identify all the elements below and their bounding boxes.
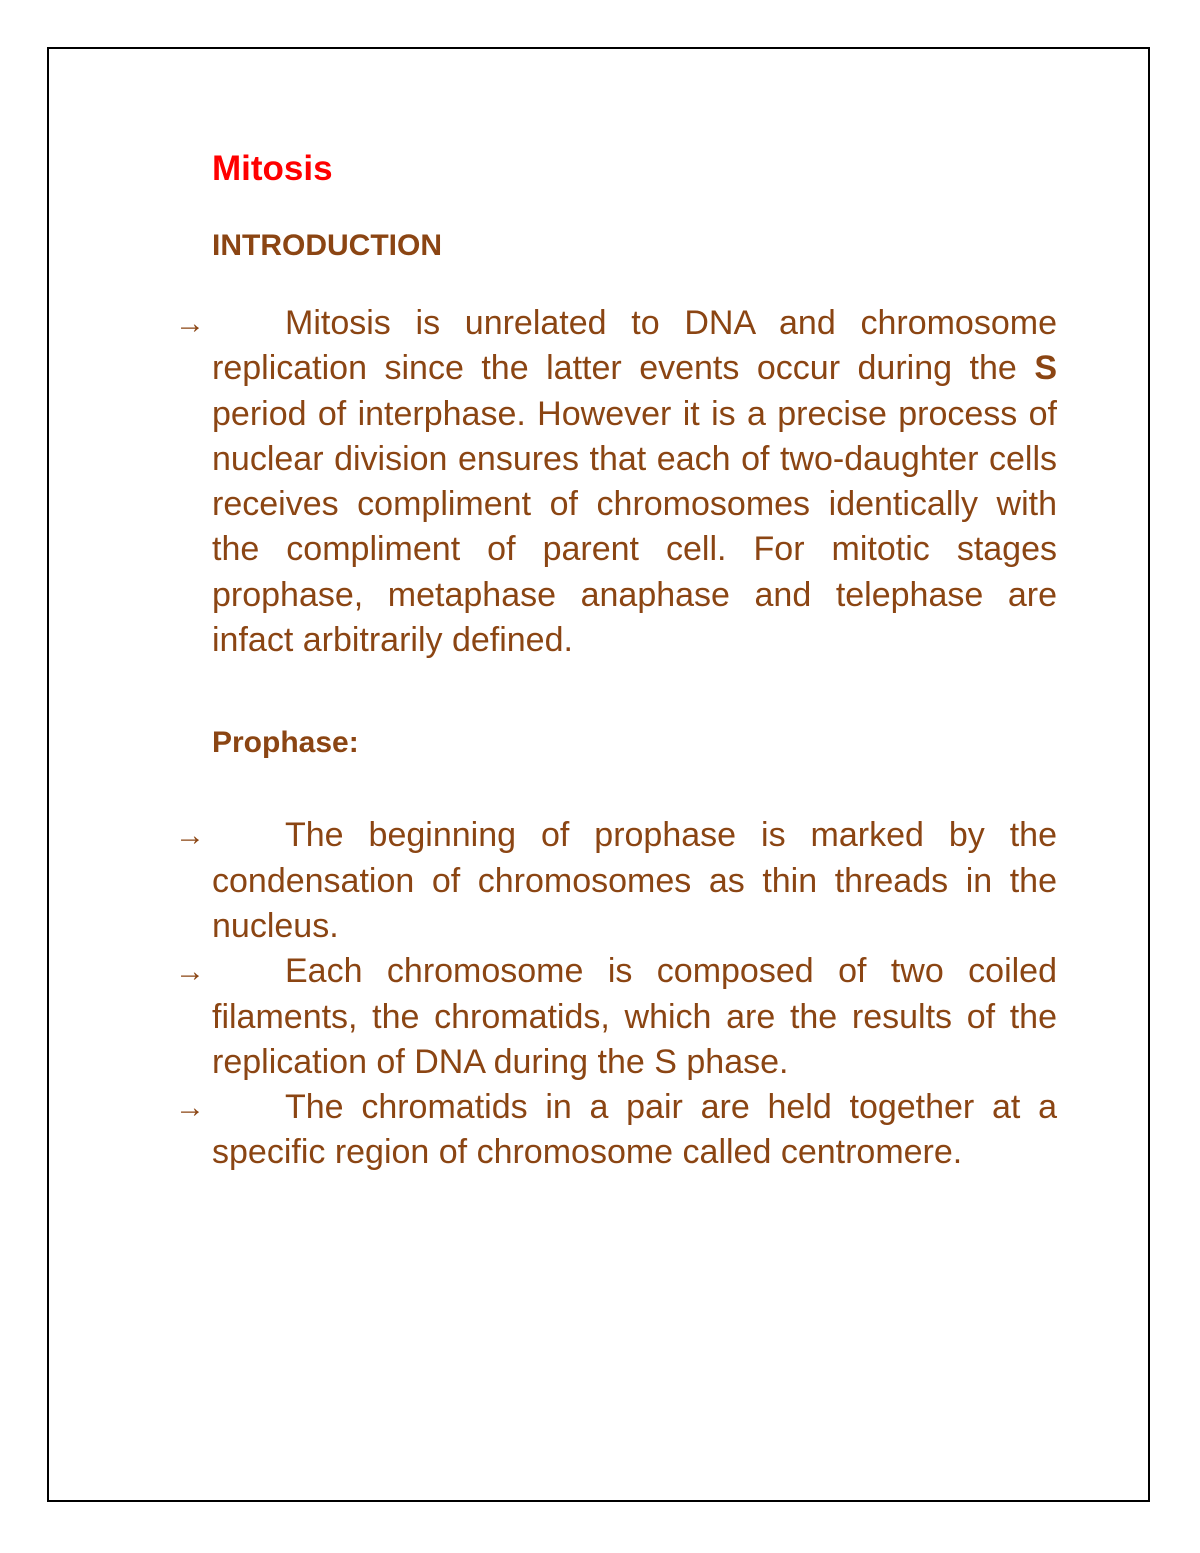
arrow-right-icon: → xyxy=(175,1091,205,1125)
document-body xyxy=(175,140,1057,1176)
list-item xyxy=(175,949,1057,1085)
list-item xyxy=(175,1085,1057,1176)
arrow-right-icon: → xyxy=(175,819,205,853)
bullet-text-part: period of interphase. However it is a precise process of nuclear division ensures that each of two-daughter cells receives compliment of chromosomes identically with the compliment of parent cell. For mitotic stages prophase, metaphase anaphase and telephase are infact arbitrarily defined. xyxy=(212,394,1057,660)
bullet-text: The beginning of prophase is marked by the condensation of chromosomes as thin threads in the nucleus. xyxy=(212,816,1057,945)
document-title: Mitosis xyxy=(212,149,333,188)
prophase-heading: Prophase: xyxy=(212,726,359,760)
list-item xyxy=(175,813,1057,949)
bullet-text-part: Mitosis is unrelated to DNA and chromosome replication since the latter events occur during the xyxy=(212,304,1057,388)
introduction-list xyxy=(175,301,1057,663)
arrow-right-icon: → xyxy=(175,955,205,989)
bullet-text: Each chromosome is composed of two coiled filaments, the chromatids, which are the results of the replication of DNA during the S phase. xyxy=(212,952,1057,1081)
bullet-text: The chromatids in a pair are held together at a specific region of chromosome called centromere. xyxy=(212,1088,1057,1172)
bold-term: S xyxy=(1034,349,1057,388)
prophase-list xyxy=(175,813,1057,1175)
introduction-heading: INTRODUCTION xyxy=(212,229,442,262)
arrow-right-icon: → xyxy=(175,307,205,340)
list-item xyxy=(175,301,1057,663)
